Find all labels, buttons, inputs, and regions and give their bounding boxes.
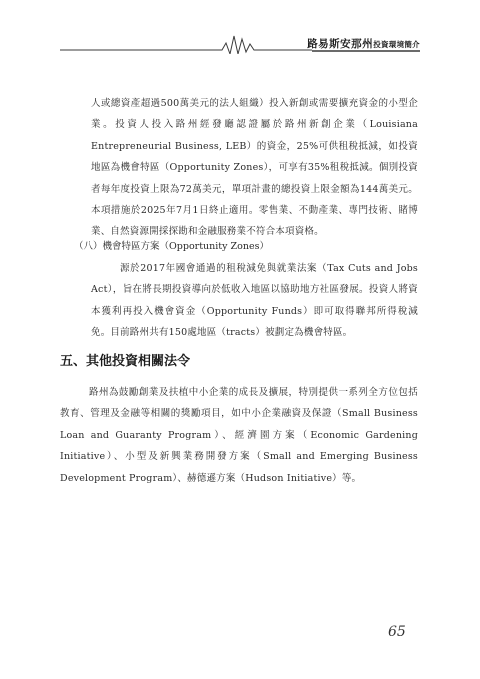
header-title-main: 路易斯安那州: [307, 38, 374, 50]
paragraph-text: 源於2017年國會通過的租稅減免與就業法案（Tax Cuts and Jobs Act），旨在將長期投資導向於低收入地區以協助地方社區發展。投資人將資本獲利再投入機會資金（Opportunity Funds）即可取得聯邦所得稅減免。目前路州共有150處地區（tracts）被劃定為機會特區。: [91, 263, 418, 339]
item-heading-opportunity-zones: （八）機會特區方案（Opportunity Zones）: [74, 241, 269, 252]
header-title-sub: 投資環境簡介: [373, 40, 420, 49]
paragraph-text: 人或總資產超過500萬美元的法人組織）投入新創或需要擴充資金的小型企業。投資人投入路州經發廳認證屬於路州新創企業（Louisiana Entrepreneurial Business, LEB）的資金，25%可供租稅抵減，如投資地區為機會特區（Opportunity Zones），可享有35%租稅抵減。個別投資者每年度投資上限為72萬美元，單項計畫的總投資上限金額為144萬美元。本項措施於2025年7月1日終止適用。零售業、不動產業、專門技術、賭博業、自然資源開採探勘和金融服務業不符合本項資格。: [91, 98, 418, 238]
paragraph-text: 路州為鼓勵創業及扶植中小企業的成長及擴展，特別提供一系列全方位包括教育、管理及金融等相關的獎勵項目，如中小企業融資及保證（Small Business Loan and Guaranty Program）、經濟園方案（Economic Gardening Initiative）、小型及新興業務開發方案（Small and Emerging Business Development Program）、赫德遜方案（Hudson Initiative）等。: [60, 387, 418, 484]
paragraph-block-1: [91, 93, 418, 243]
header-title: [307, 36, 420, 51]
paragraph-block-2: [91, 258, 418, 344]
page-header: [60, 30, 420, 54]
page-number: 65: [388, 624, 406, 640]
section-heading: 五、其他投資相關法令: [60, 354, 191, 369]
paragraph-block-3: [60, 382, 418, 489]
